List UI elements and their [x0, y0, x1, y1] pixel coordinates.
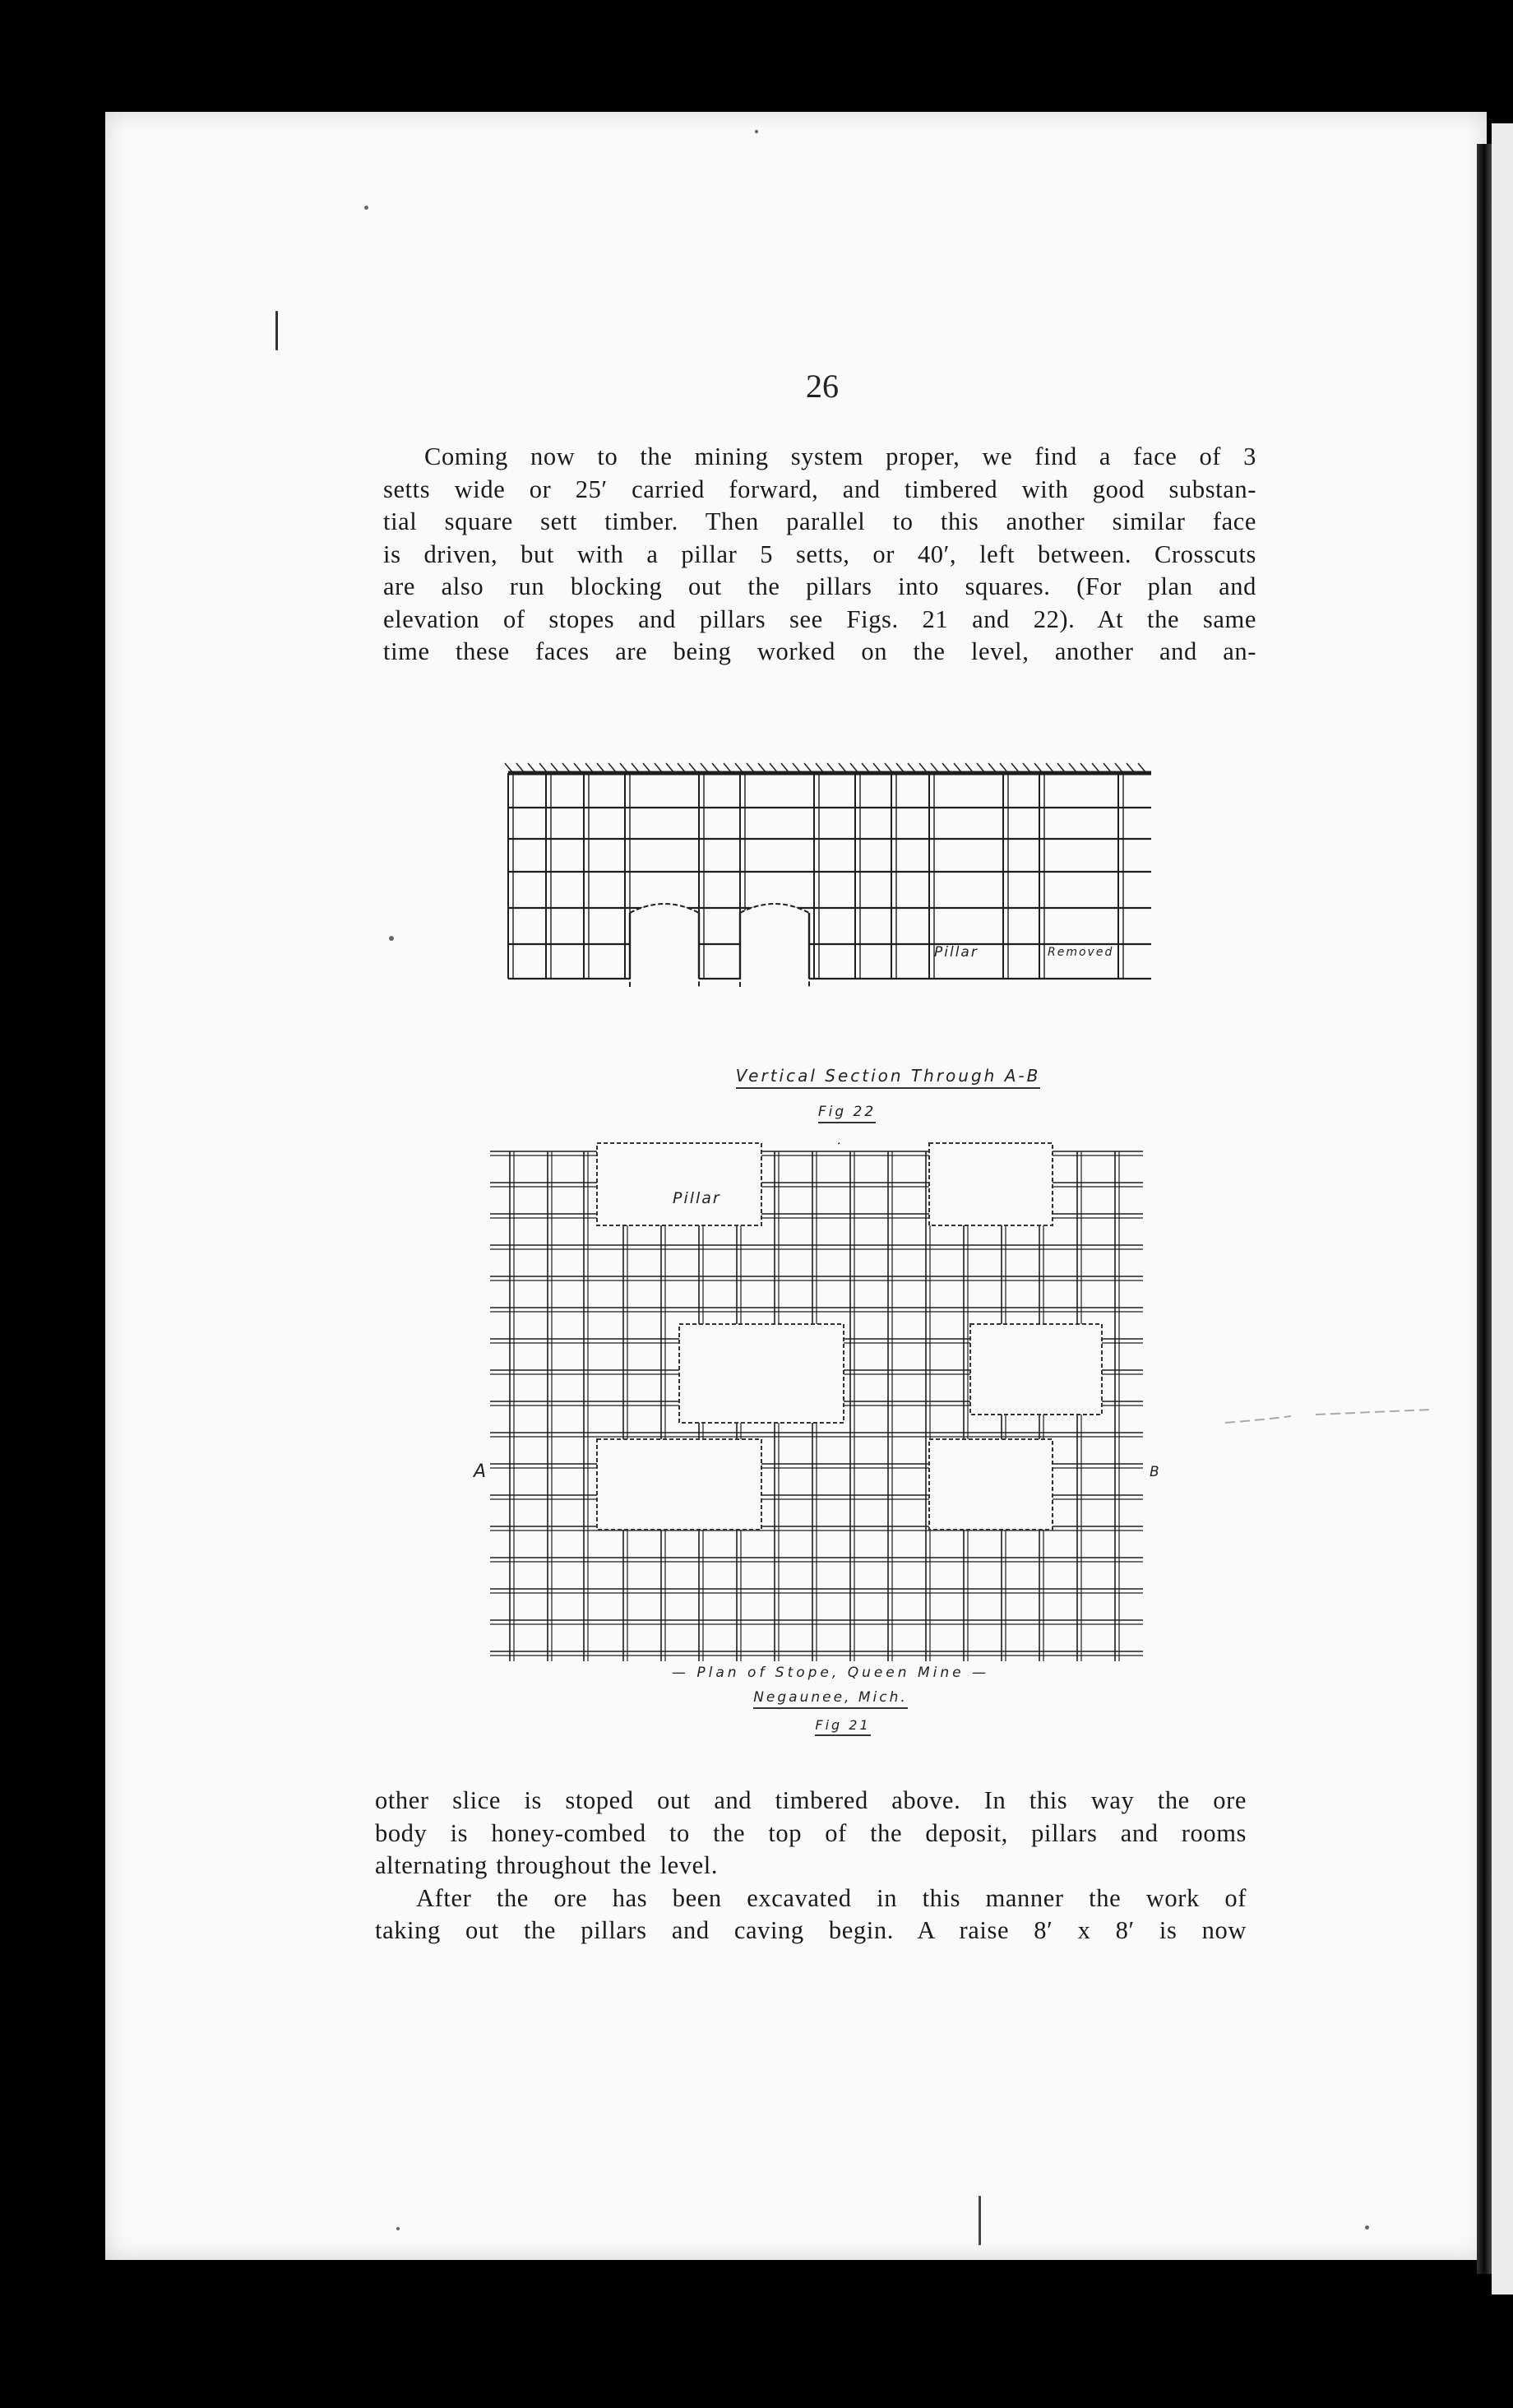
text-line: are also run blocking out the pillars into squares. (For plan and [383, 572, 1256, 600]
text-line: body is honey-combed to the top of the deposit, pillars and rooms [375, 1818, 1247, 1847]
page-edge-right [1492, 123, 1513, 2295]
fig21-marker-b: B [1150, 1464, 1159, 1480]
text-line: tial square sett timber. Then parallel to this another similar face [383, 507, 1256, 535]
book-spine-shadow [1477, 144, 1492, 2274]
pillar-block [679, 1324, 844, 1423]
fig22-pillar-label: Pillar [934, 944, 979, 961]
speck [389, 936, 394, 941]
fig22-caption-text: Vertical Section Through A-B [736, 1066, 1041, 1089]
fig21-number-text: Fig 21 [815, 1717, 870, 1736]
speck [275, 311, 278, 350]
fig21-pillar-label: Pillar [673, 1189, 721, 1207]
text-line: other slice is stoped out and timbered above. In this way the ore [375, 1786, 1247, 1814]
opening-arch [630, 904, 699, 987]
fig22-number-text: Fig 22 [818, 1104, 876, 1123]
text-line: taking out the pillars and caving begin. A raise 8′ x 8′ is now [375, 1916, 1247, 1944]
fig22-number [806, 1104, 888, 1120]
text-line: time these faces are being worked on the level, another and an- [383, 637, 1256, 665]
text-line: After the ore has been excavated in this manner the work of [416, 1883, 1247, 1912]
fig21-marker-a: A [474, 1461, 487, 1482]
speck [396, 2227, 400, 2230]
pillar-block [597, 1143, 761, 1225]
page-number: 26 [806, 368, 839, 405]
body-paragraph-2 [375, 1785, 1247, 1947]
speck [364, 206, 368, 210]
fig21-caption-line1: — Plan of Stope, Queen Mine — [672, 1665, 989, 1681]
figure-21-plan-of-stope [485, 1143, 1159, 1669]
speck [1365, 2225, 1369, 2230]
pillar-block [970, 1324, 1102, 1415]
fig21-caption-line2-text: Negaunee, Mich. [753, 1689, 908, 1709]
pillar-block [929, 1439, 1053, 1530]
body-paragraph-1 [383, 441, 1256, 669]
fig21-caption-line2 [724, 1689, 937, 1706]
text-line: Coming now to the mining system proper, we find a face of 3 [424, 442, 1256, 470]
pillar-block [597, 1439, 761, 1530]
figure-22-vertical-section [493, 740, 1168, 1069]
stray-pencil-mark [1217, 1398, 1447, 1431]
text-line: elevation of stopes and pillars see Figs. 21 and 22). At the same [383, 604, 1256, 633]
text-line: is driven, but with a pillar 5 setts, or 40′, left between. Crosscuts [383, 539, 1256, 568]
speck [979, 2196, 981, 2245]
fig21-number [802, 1717, 884, 1733]
speck [755, 130, 758, 133]
opening-arch [740, 904, 809, 987]
text-line: alternating throughout the level. [375, 1851, 719, 1879]
text-line: setts wide or 25′ carried forward, and timbered with good substan- [383, 475, 1256, 503]
fig22-removed-label: Removed [1048, 946, 1114, 959]
fig22-caption [691, 1066, 1085, 1086]
pillar-block [929, 1143, 1053, 1225]
